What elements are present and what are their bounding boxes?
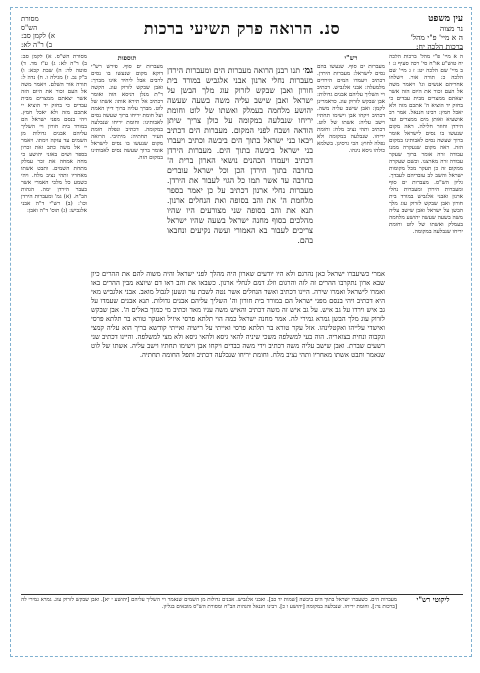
- header-line: עין משפט: [428, 14, 463, 24]
- header-line: מסורת: [21, 15, 39, 23]
- right-margin-text: ה א מיי' פ"י מהל' ברכות הלכה יח טוש"ע או"ח סי' רכה סעיף ג: ו ב מיי' שם הלכה יט: ז ג מיי' שם הלכה כ: תורה אור. וישלחו אחריהם אנשים וגו' ויאמר משה אל העם זכור את היום הזה אשר יצאתם ממצרים מבית עבדים כי בחזק יד הוציא ה' אתכם מזה ולא יאכל חמץ: רבינו חננאל. אמר רב אושעיא ואותן מים ממצרים ועד הירדן וחוזר חלילה. ראה מקום שנעשו בו נסים לישראל אומר ברוך שעשה נסים לאבותינו במקום הזה. ראה מקום שנעקרה ממנו עבודה זרה אומר ברוך שעקר עבודה זרה מארצנו. וכשם שעקרה ממקום זה כן תעקר מכל מקומות ישראל והשב לב עובדיהם לעבדך. גליון הש"ס. מעברות ים סוף ומעברות הירדן ומעברות נחלי ארנון ואבני אלגביש במורד בית חורון ואבן שבקש לזרוק עוג מלך הבשן על ישראל ואבן שישב עליה משה בשעה שעשה יהושע מלחמה בעמלק ואשתו של לוט וחומת יריחו שנבלעה במקומה.: [389, 54, 463, 235]
- header-divider: [21, 49, 463, 50]
- rashi-heading: רש"י: [344, 54, 358, 62]
- header-line: ב) ר"ה לא:: [21, 40, 53, 49]
- talmud-page: [10, 7, 472, 657]
- page-title: סנ. הרואה פרק תשיעי ברכות: [143, 19, 341, 38]
- masoret-header: [21, 15, 91, 49]
- footer-label: ליקוטי רש"י: [416, 595, 450, 604]
- tosafot-heading: תוספות: [117, 54, 137, 62]
- header-line: ברכות הלכה יח:: [416, 42, 463, 51]
- page-footer: [21, 594, 463, 653]
- gemara-text: תנו רבנן הרואה מעברות הים ומעברות הירדן מעברות נחלי ארנון אבני אלגביש במורד בית חורון ואבן שבקש לזרוק עוג מלך הבשן על ישראל ואבן שישב עליה משה בשעה שעשה יהושע מלחמה בעמלק ואשתו של לוט וחומת יריחו שנבלעה במקומה על כולן צריך שיתן הודאה ושבח לפני המקום. מעברות הים דכתיב ויבאו בני ישראל בתוך הים ביבשה וכתיב ויעברו בני ישראל ביבשה בתוך הים. מעברות הירדן דכתיב ויעמדו הכהנים נושאי הארון ברית ה' בחרבה בתוך הירדן הכן וכל ישראל עוברים בחרבה עד אשר תמו כל הגוי לעבור את הירדן. מעברות נחלי ארנון דכתיב על כן יאמר בספר מלחמת ה' את והב בסופה ואת הנחלים ארנון. תנא את והב בסופה שני מצורעים היו שהיו מהלכים בסוף מחנה ישראל בשעה שהיו ישראל צריכים לעבור בא האמורי ועשה נקיעים ונחבאו בהם.: [167, 66, 313, 245]
- tosafot-column: [91, 54, 163, 228]
- footer-text: מעברות הים. כשעברו ישראל בתוך הים ביבשה [שמות יד כב]. ואבני אלגביש. אבנים גדולות מן השמים שנאמר ויי השליך עליהם [יהושע י יא]. ואבן שבקש לזרוק עוג. גמרא גמירי לה [ברכות נד:]. וחומת יריחו. שנבלעה במקומה [יהושע ו כ]. רבינו חננאל והגהות הב"ח ומסורת הש"ס מובאים בגליון.: [21, 597, 397, 610]
- gemara-wide-text: אמרי כשיעברו ישראל כאן נהרגם ולא היו יודעים שארון היה מהלך לפני ישראל והיה משוה להם את ההרים כיון שבא ארון נתקרבו ההרים זה לזה והרגום וזלג דמם לנחלי ארנון. כשבאו את והב ראו דם שיוצא מבין ההרים באו ואמרו לישראל ואמרו שירה. היינו דכתיב ואשד הנחלים אשר נטה לשבת ער ונשען לגבול מואב. אבני אלגביש מאי היא דכתיב ויהי בנסם מפני ישראל הם במורד בית חורון וה' השליך עליהם אבנים גדולות. תנא אבנים שעמדו על גב איש וירדו על גב איש. על גב איש זה משה דכתיב והאיש משה עניו מאד וכתיב מי כמוך באלים ה'. אבן שבקש לזרוק עוג מלך הבשן גמרא גמירי לה. אמר מחנה ישראל כמה הוי תלתא פרסי איזיל ואעקר טורא בר תלתא פרסי ואישדי עלייהו ואקטלינהו. אזל עקר טורא בר תלתא פרסי ואייתי על רישיה ואייתי קודשא בריך הוא עליה קמצי ונקבוה ונחית בצואריה. הוה בעי למשלפה משכי שיניה להאי גיסא ולהאי גיסא ולא מצי למשלפה. והיינו דכתיב שני רשעים שברת. ואבן שישב עליה משה דכתיב וידי משה כבדים ויקחו אבן וישימו תחתיו וישב עליה. אשתו של לוט שנאמר ותבט אשתו מאחריו ותהי נציב מלח. וחומת יריחו שנבלעה דכתיב ותפל החומה תחתיה.: [91, 270, 385, 359]
- rashi-text: מעברות ים סוף. שנעשו בהם נסים לישראל: מעברות הירדן. דכתיב ויעמדו המים הירדים מלמעלה: אבני אלגביש. דכתיב ויי השליך עליהם אבנים גדולות: אבן שבקש לזרוק עוג. כדאמרינן לקמן: ואבן שישב עליה משה. דכתיב ויקחו אבן וישימו תחתיו וישב עליה: אשתו של לוט. דכתיב ותהי נציב מלח: וחומת יריחו. שנבלעה במקומה ולא נפלה לחוץ: הכי גרסינן. בשלמא כולהו ניסא נינהו.: [317, 64, 385, 154]
- header-line: הש"ס: [21, 23, 38, 32]
- header-line: ה א מיי' פ"י מהל': [410, 33, 463, 42]
- ein-mishpat-header: [393, 15, 463, 51]
- rashi-column: [317, 54, 385, 228]
- right-margin-column: [389, 54, 463, 588]
- tosafot-text: מעברות ים סוף. פירש רש"י דוקא מקום שנעשו בו נסים לרבים אבל ליחיד אינו מברך: ואבן שבקש לזרוק עוג. הקשה ר"ת מנלן דניסא הוה ואומר דכתיב אל תירא אותו: אשתו של לוט. מברך עליה ברוך דיין האמת ועל חומת יריחו ברוך שעשה נסים לאבותינו: וחומת יריחו שנבלעה במקומה. דכתיב ונפלה חומת העיר תחתיה: מיתיבי. הרואה מקום שנעשו בו נסים לישראל אומר ברוך שעשה נסים לאבותינו במקום הזה.: [91, 64, 163, 161]
- header-line: א) לקמן סב:: [21, 32, 56, 40]
- header-line: נר מצוה: [439, 24, 463, 33]
- gemara-wide-block: [91, 270, 385, 570]
- gemara-lead-word: גמ׳: [302, 66, 313, 76]
- left-margin-column: [21, 54, 87, 588]
- left-margin-text: מסורת הש"ס. א) לקמן סב: ב) ר"ה לא: ג) ע"ז מד. ד) סוטה לד: ה) שבת קכא: ו) ב"ק נב. ז) מגילה ו. ח) נדה ל: תורה אור השלם. ויאמר משה אל העם זכור את היום הזה אשר יצאתם ממצרים מבית עבדים כי בחזק יד הוציא יי אתכם מזה ולא יאכל חמץ. ויהי בנסם מפני ישראל הם במורד בית חורון ויי השליך עליהם אבנים גדולות מן השמים עד עזקה וימתו. ויאמר יי אל משה כתב זאת זכרון בספר ושים באזני יהושע כי מחה אמחה את זכר עמלק מתחת השמים. ותבט אשתו מאחריו ותהי נציב מלח. ויהי כשמע כל מלכי האמרי אשר בעבר הירדן ימה. הגהות הב"ח. (א) גמ' ומעברות הירדן וכו': (ב) רש"י ד"ה אבני אלגביש: (ג) תוס' ד"ה ואבן:: [21, 54, 87, 214]
